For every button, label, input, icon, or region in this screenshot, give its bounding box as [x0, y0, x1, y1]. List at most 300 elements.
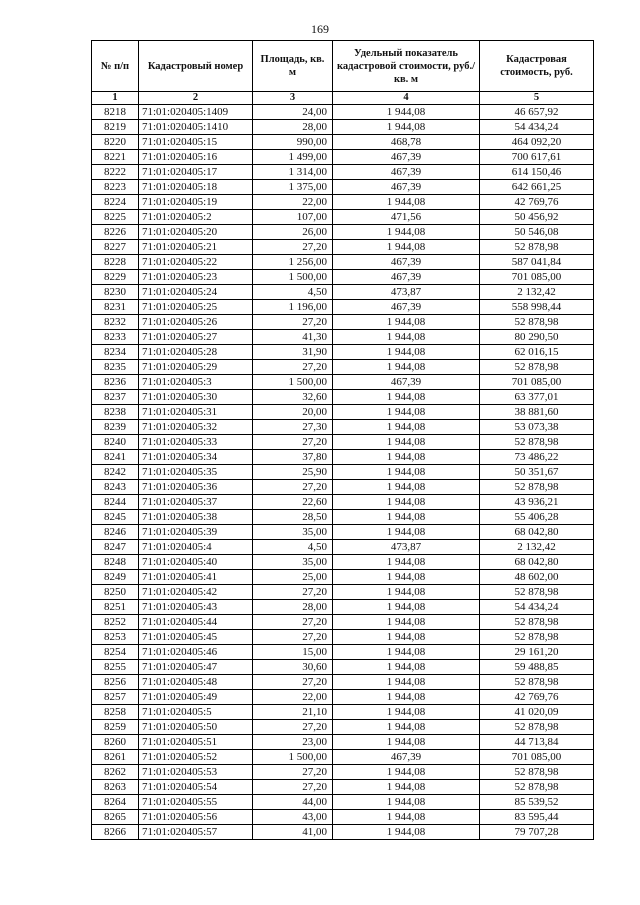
row-number-cell: 8223 — [92, 180, 139, 195]
cadastral-cost-cell: 701 085,00 — [480, 750, 594, 765]
cadastral-cost-cell: 29 161,20 — [480, 645, 594, 660]
row-number-cell: 8258 — [92, 705, 139, 720]
table-row — [92, 645, 594, 660]
row-number-cell: 8226 — [92, 225, 139, 240]
area-cell: 1 500,00 — [253, 750, 333, 765]
cadastral-cost-cell: 700 617,61 — [480, 150, 594, 165]
cadastral-cost-cell: 53 073,38 — [480, 420, 594, 435]
table-row — [92, 555, 594, 570]
table-row — [92, 270, 594, 285]
row-number-cell: 8255 — [92, 660, 139, 675]
table-row — [92, 735, 594, 750]
area-cell: 41,00 — [253, 825, 333, 840]
area-cell: 27,30 — [253, 420, 333, 435]
row-number-cell: 8232 — [92, 315, 139, 330]
cadastral-number-cell: 71:01:020405:3 — [139, 375, 253, 390]
cadastral-number-cell: 71:01:020405:55 — [139, 795, 253, 810]
area-cell: 107,00 — [253, 210, 333, 225]
specific-rate-cell: 1 944,08 — [333, 585, 480, 600]
area-cell: 27,20 — [253, 780, 333, 795]
header-cadastral-number: Кадастровый номер — [139, 41, 253, 92]
area-cell: 27,20 — [253, 315, 333, 330]
cadastral-number-cell: 71:01:020405:40 — [139, 555, 253, 570]
specific-rate-cell: 1 944,08 — [333, 240, 480, 255]
cadastral-cost-cell: 43 936,21 — [480, 495, 594, 510]
cadastral-cost-cell: 62 016,15 — [480, 345, 594, 360]
table-row — [92, 570, 594, 585]
cadastral-number-cell: 71:01:020405:25 — [139, 300, 253, 315]
column-number-row — [92, 92, 594, 105]
cadastral-cost-cell: 52 878,98 — [480, 315, 594, 330]
specific-rate-cell: 467,39 — [333, 300, 480, 315]
table-row — [92, 780, 594, 795]
area-cell: 32,60 — [253, 390, 333, 405]
row-number-cell: 8243 — [92, 480, 139, 495]
table-row — [92, 690, 594, 705]
area-cell: 1 256,00 — [253, 255, 333, 270]
table-row — [92, 765, 594, 780]
area-cell: 27,20 — [253, 765, 333, 780]
table-row — [92, 210, 594, 225]
specific-rate-cell: 1 944,08 — [333, 105, 480, 120]
specific-rate-cell: 1 944,08 — [333, 810, 480, 825]
cadastral-number-cell: 71:01:020405:37 — [139, 495, 253, 510]
area-cell: 4,50 — [253, 285, 333, 300]
table-row — [92, 255, 594, 270]
specific-rate-cell: 467,39 — [333, 150, 480, 165]
area-cell: 1 196,00 — [253, 300, 333, 315]
row-number-cell: 8239 — [92, 420, 139, 435]
cadastral-cost-cell: 2 132,42 — [480, 285, 594, 300]
cadastral-cost-cell: 52 878,98 — [480, 780, 594, 795]
cadastral-cost-cell: 52 878,98 — [480, 480, 594, 495]
cadastral-cost-cell: 52 878,98 — [480, 765, 594, 780]
table-row — [92, 405, 594, 420]
table-body — [92, 105, 594, 840]
cadastral-number-cell: 71:01:020405:57 — [139, 825, 253, 840]
area-cell: 990,00 — [253, 135, 333, 150]
area-cell: 27,20 — [253, 585, 333, 600]
cadastral-number-cell: 71:01:020405:44 — [139, 615, 253, 630]
area-cell: 28,50 — [253, 510, 333, 525]
row-number-cell: 8233 — [92, 330, 139, 345]
cadastral-cost-cell: 80 290,50 — [480, 330, 594, 345]
cadastral-cost-cell: 464 092,20 — [480, 135, 594, 150]
row-number-cell: 8222 — [92, 165, 139, 180]
table-row — [92, 420, 594, 435]
specific-rate-cell: 1 944,08 — [333, 450, 480, 465]
specific-rate-cell: 467,39 — [333, 270, 480, 285]
specific-rate-cell: 1 944,08 — [333, 660, 480, 675]
specific-rate-cell: 1 944,08 — [333, 795, 480, 810]
area-cell: 25,00 — [253, 570, 333, 585]
area-cell: 27,20 — [253, 615, 333, 630]
row-number-cell: 8246 — [92, 525, 139, 540]
area-cell: 30,60 — [253, 660, 333, 675]
cadastral-cost-cell: 59 488,85 — [480, 660, 594, 675]
cadastral-number-cell: 71:01:020405:46 — [139, 645, 253, 660]
table-row — [92, 165, 594, 180]
area-cell: 27,20 — [253, 675, 333, 690]
area-cell: 1 375,00 — [253, 180, 333, 195]
table-row — [92, 345, 594, 360]
specific-rate-cell: 1 944,08 — [333, 765, 480, 780]
table-row — [92, 660, 594, 675]
cadastral-number-cell: 71:01:020405:1410 — [139, 120, 253, 135]
row-number-cell: 8224 — [92, 195, 139, 210]
cadastral-cost-cell: 41 020,09 — [480, 705, 594, 720]
area-cell: 21,10 — [253, 705, 333, 720]
specific-rate-cell: 473,87 — [333, 285, 480, 300]
specific-rate-cell: 1 944,08 — [333, 720, 480, 735]
area-cell: 1 500,00 — [253, 375, 333, 390]
cadastral-number-cell: 71:01:020405:34 — [139, 450, 253, 465]
cadastral-number-cell: 71:01:020405:54 — [139, 780, 253, 795]
row-number-cell: 8262 — [92, 765, 139, 780]
table-row — [92, 585, 594, 600]
cadastral-number-cell: 71:01:020405:31 — [139, 405, 253, 420]
cadastral-number-cell: 71:01:020405:15 — [139, 135, 253, 150]
area-cell: 44,00 — [253, 795, 333, 810]
area-cell: 27,20 — [253, 435, 333, 450]
row-number-cell: 8247 — [92, 540, 139, 555]
column-number: 3 — [253, 92, 333, 105]
table-row — [92, 195, 594, 210]
specific-rate-cell: 467,39 — [333, 375, 480, 390]
area-cell: 27,20 — [253, 240, 333, 255]
cadastral-number-cell: 71:01:020405:27 — [139, 330, 253, 345]
cadastral-number-cell: 71:01:020405:48 — [139, 675, 253, 690]
table-row — [92, 525, 594, 540]
area-cell: 1 314,00 — [253, 165, 333, 180]
cadastral-cost-cell: 54 434,24 — [480, 120, 594, 135]
table-row — [92, 435, 594, 450]
row-number-cell: 8231 — [92, 300, 139, 315]
specific-rate-cell: 1 944,08 — [333, 780, 480, 795]
row-number-cell: 8251 — [92, 600, 139, 615]
area-cell: 28,00 — [253, 600, 333, 615]
cadastral-number-cell: 71:01:020405:50 — [139, 720, 253, 735]
cadastral-cost-cell: 52 878,98 — [480, 240, 594, 255]
specific-rate-cell: 1 944,08 — [333, 345, 480, 360]
cadastral-number-cell: 71:01:020405:20 — [139, 225, 253, 240]
cadastral-cost-cell: 68 042,80 — [480, 555, 594, 570]
area-cell: 27,20 — [253, 480, 333, 495]
specific-rate-cell: 1 944,08 — [333, 510, 480, 525]
specific-rate-cell: 1 944,08 — [333, 225, 480, 240]
table-row — [92, 375, 594, 390]
area-cell: 37,80 — [253, 450, 333, 465]
cadastral-cost-cell: 48 602,00 — [480, 570, 594, 585]
row-number-cell: 8259 — [92, 720, 139, 735]
row-number-cell: 8253 — [92, 630, 139, 645]
row-number-cell: 8265 — [92, 810, 139, 825]
cadastral-number-cell: 71:01:020405:4 — [139, 540, 253, 555]
row-number-cell: 8221 — [92, 150, 139, 165]
row-number-cell: 8218 — [92, 105, 139, 120]
header-row — [92, 41, 594, 92]
cadastral-number-cell: 71:01:020405:18 — [139, 180, 253, 195]
row-number-cell: 8230 — [92, 285, 139, 300]
cadastral-cost-cell: 52 878,98 — [480, 630, 594, 645]
cadastral-number-cell: 71:01:020405:41 — [139, 570, 253, 585]
cadastral-number-cell: 71:01:020405:51 — [139, 735, 253, 750]
row-number-cell: 8229 — [92, 270, 139, 285]
cadastral-cost-cell: 642 661,25 — [480, 180, 594, 195]
area-cell: 23,00 — [253, 735, 333, 750]
table-row — [92, 630, 594, 645]
area-cell: 1 500,00 — [253, 270, 333, 285]
cadastral-number-cell: 71:01:020405:23 — [139, 270, 253, 285]
specific-rate-cell: 1 944,08 — [333, 570, 480, 585]
specific-rate-cell: 1 944,08 — [333, 600, 480, 615]
specific-rate-cell: 1 944,08 — [333, 690, 480, 705]
cadastral-number-cell: 71:01:020405:53 — [139, 765, 253, 780]
cadastral-number-cell: 71:01:020405:56 — [139, 810, 253, 825]
cadastral-cost-cell: 42 769,76 — [480, 195, 594, 210]
table-row — [92, 720, 594, 735]
specific-rate-cell: 1 944,08 — [333, 315, 480, 330]
cadastral-cost-cell: 73 486,22 — [480, 450, 594, 465]
table-row — [92, 135, 594, 150]
row-number-cell: 8260 — [92, 735, 139, 750]
specific-rate-cell: 1 944,08 — [333, 615, 480, 630]
cadastral-number-cell: 71:01:020405:36 — [139, 480, 253, 495]
cadastral-number-cell: 71:01:020405:45 — [139, 630, 253, 645]
specific-rate-cell: 467,39 — [333, 180, 480, 195]
specific-rate-cell: 1 944,08 — [333, 420, 480, 435]
row-number-cell: 8235 — [92, 360, 139, 375]
header-num: № п/п — [92, 41, 139, 92]
area-cell: 27,20 — [253, 630, 333, 645]
area-cell: 31,90 — [253, 345, 333, 360]
row-number-cell: 8256 — [92, 675, 139, 690]
table-row — [92, 450, 594, 465]
table-row — [92, 795, 594, 810]
row-number-cell: 8249 — [92, 570, 139, 585]
cadastral-number-cell: 71:01:020405:16 — [139, 150, 253, 165]
area-cell: 43,00 — [253, 810, 333, 825]
row-number-cell: 8242 — [92, 465, 139, 480]
table-row — [92, 675, 594, 690]
cadastral-number-cell: 71:01:020405:43 — [139, 600, 253, 615]
row-number-cell: 8225 — [92, 210, 139, 225]
specific-rate-cell: 467,39 — [333, 750, 480, 765]
specific-rate-cell: 473,87 — [333, 540, 480, 555]
specific-rate-cell: 1 944,08 — [333, 645, 480, 660]
cadastral-number-cell: 71:01:020405:38 — [139, 510, 253, 525]
cadastral-number-cell: 71:01:020405:33 — [139, 435, 253, 450]
cadastral-cost-cell: 614 150,46 — [480, 165, 594, 180]
area-cell: 20,00 — [253, 405, 333, 420]
row-number-cell: 8228 — [92, 255, 139, 270]
row-number-cell: 8263 — [92, 780, 139, 795]
table-row — [92, 705, 594, 720]
cadastral-number-cell: 71:01:020405:28 — [139, 345, 253, 360]
table-row — [92, 540, 594, 555]
table-row — [92, 300, 594, 315]
cadastral-number-cell: 71:01:020405:49 — [139, 690, 253, 705]
row-number-cell: 8261 — [92, 750, 139, 765]
cadastral-cost-cell: 52 878,98 — [480, 675, 594, 690]
table-row — [92, 315, 594, 330]
cadastral-cost-cell: 558 998,44 — [480, 300, 594, 315]
cadastral-cost-cell: 2 132,42 — [480, 540, 594, 555]
specific-rate-cell: 468,78 — [333, 135, 480, 150]
row-number-cell: 8227 — [92, 240, 139, 255]
row-number-cell: 8257 — [92, 690, 139, 705]
cadastral-cost-cell: 63 377,01 — [480, 390, 594, 405]
area-cell: 24,00 — [253, 105, 333, 120]
row-number-cell: 8219 — [92, 120, 139, 135]
row-number-cell: 8234 — [92, 345, 139, 360]
cadastral-number-cell: 71:01:020405:22 — [139, 255, 253, 270]
area-cell: 41,30 — [253, 330, 333, 345]
table-row — [92, 105, 594, 120]
column-number: 1 — [92, 92, 139, 105]
row-number-cell: 8241 — [92, 450, 139, 465]
cadastral-cost-cell: 46 657,92 — [480, 105, 594, 120]
table-row — [92, 810, 594, 825]
cadastral-cost-cell: 79 707,28 — [480, 825, 594, 840]
cadastral-number-cell: 71:01:020405:5 — [139, 705, 253, 720]
header-area: Площадь, кв. м — [253, 41, 333, 92]
specific-rate-cell: 467,39 — [333, 165, 480, 180]
cadastral-number-cell: 71:01:020405:30 — [139, 390, 253, 405]
table-row — [92, 360, 594, 375]
cadastral-cost-cell: 44 713,84 — [480, 735, 594, 750]
specific-rate-cell: 1 944,08 — [333, 330, 480, 345]
cadastral-cost-cell: 83 595,44 — [480, 810, 594, 825]
area-cell: 28,00 — [253, 120, 333, 135]
specific-rate-cell: 1 944,08 — [333, 435, 480, 450]
table-header — [92, 41, 594, 105]
cadastral-cost-cell: 52 878,98 — [480, 360, 594, 375]
cadastral-number-cell: 71:01:020405:21 — [139, 240, 253, 255]
table-row — [92, 225, 594, 240]
cadastral-cost-cell: 701 085,00 — [480, 270, 594, 285]
row-number-cell: 8250 — [92, 585, 139, 600]
table-row — [92, 750, 594, 765]
specific-rate-cell: 1 944,08 — [333, 405, 480, 420]
table-row — [92, 510, 594, 525]
specific-rate-cell: 1 944,08 — [333, 525, 480, 540]
specific-rate-cell: 471,56 — [333, 210, 480, 225]
table-row — [92, 825, 594, 840]
header-specific-rate: Удельный показатель кадастровой стоимости, руб./кв. м — [333, 41, 480, 92]
area-cell: 15,00 — [253, 645, 333, 660]
row-number-cell: 8238 — [92, 405, 139, 420]
area-cell: 25,90 — [253, 465, 333, 480]
cadastral-cost-cell: 38 881,60 — [480, 405, 594, 420]
area-cell: 22,00 — [253, 690, 333, 705]
table-row — [92, 390, 594, 405]
cadastral-cost-cell: 68 042,80 — [480, 525, 594, 540]
cadastral-cost-cell: 50 351,67 — [480, 465, 594, 480]
area-cell: 27,20 — [253, 360, 333, 375]
cadastral-cost-cell: 52 878,98 — [480, 720, 594, 735]
cadastral-number-cell: 71:01:020405:42 — [139, 585, 253, 600]
cadastral-number-cell: 71:01:020405:39 — [139, 525, 253, 540]
specific-rate-cell: 1 944,08 — [333, 195, 480, 210]
cadastral-cost-cell: 52 878,98 — [480, 615, 594, 630]
table-row — [92, 240, 594, 255]
cadastral-cost-cell: 52 878,98 — [480, 585, 594, 600]
cadastral-cost-cell: 50 456,92 — [480, 210, 594, 225]
table-row — [92, 465, 594, 480]
cadastral-number-cell: 71:01:020405:52 — [139, 750, 253, 765]
row-number-cell: 8220 — [92, 135, 139, 150]
row-number-cell: 8254 — [92, 645, 139, 660]
table-row — [92, 285, 594, 300]
specific-rate-cell: 1 944,08 — [333, 390, 480, 405]
table-row — [92, 330, 594, 345]
cadastral-number-cell: 71:01:020405:17 — [139, 165, 253, 180]
table-row — [92, 480, 594, 495]
cadastral-cost-cell: 42 769,76 — [480, 690, 594, 705]
specific-rate-cell: 1 944,08 — [333, 120, 480, 135]
row-number-cell: 8264 — [92, 795, 139, 810]
column-number: 5 — [480, 92, 594, 105]
cadastral-number-cell: 71:01:020405:19 — [139, 195, 253, 210]
cadastral-number-cell: 71:01:020405:29 — [139, 360, 253, 375]
cadastral-cost-cell: 587 041,84 — [480, 255, 594, 270]
specific-rate-cell: 1 944,08 — [333, 465, 480, 480]
area-cell: 35,00 — [253, 525, 333, 540]
cadastral-cost-cell: 85 539,52 — [480, 795, 594, 810]
cadastral-cost-cell: 54 434,24 — [480, 600, 594, 615]
row-number-cell: 8266 — [92, 825, 139, 840]
cadastral-number-cell: 71:01:020405:32 — [139, 420, 253, 435]
specific-rate-cell: 1 944,08 — [333, 705, 480, 720]
specific-rate-cell: 1 944,08 — [333, 555, 480, 570]
table-row — [92, 180, 594, 195]
specific-rate-cell: 467,39 — [333, 255, 480, 270]
area-cell: 4,50 — [253, 540, 333, 555]
area-cell: 1 499,00 — [253, 150, 333, 165]
table-row — [92, 615, 594, 630]
row-number-cell: 8236 — [92, 375, 139, 390]
cadastral-table — [91, 40, 594, 840]
specific-rate-cell: 1 944,08 — [333, 495, 480, 510]
header-cadastral-cost: Кадастровая стоимость, руб. — [480, 41, 594, 92]
area-cell: 22,00 — [253, 195, 333, 210]
column-number: 4 — [333, 92, 480, 105]
table-row — [92, 495, 594, 510]
area-cell: 22,60 — [253, 495, 333, 510]
row-number-cell: 8248 — [92, 555, 139, 570]
specific-rate-cell: 1 944,08 — [333, 360, 480, 375]
cadastral-cost-cell: 701 085,00 — [480, 375, 594, 390]
row-number-cell: 8244 — [92, 495, 139, 510]
cadastral-cost-cell: 55 406,28 — [480, 510, 594, 525]
specific-rate-cell: 1 944,08 — [333, 825, 480, 840]
table-row — [92, 150, 594, 165]
column-number: 2 — [139, 92, 253, 105]
area-cell: 27,20 — [253, 720, 333, 735]
cadastral-number-cell: 71:01:020405:2 — [139, 210, 253, 225]
cadastral-cost-cell: 52 878,98 — [480, 435, 594, 450]
specific-rate-cell: 1 944,08 — [333, 675, 480, 690]
page-number: 169 — [311, 22, 329, 36]
specific-rate-cell: 1 944,08 — [333, 735, 480, 750]
table-row — [92, 600, 594, 615]
cadastral-number-cell: 71:01:020405:24 — [139, 285, 253, 300]
row-number-cell: 8252 — [92, 615, 139, 630]
cadastral-number-cell: 71:01:020405:1409 — [139, 105, 253, 120]
cadastral-cost-cell: 50 546,08 — [480, 225, 594, 240]
row-number-cell: 8240 — [92, 435, 139, 450]
